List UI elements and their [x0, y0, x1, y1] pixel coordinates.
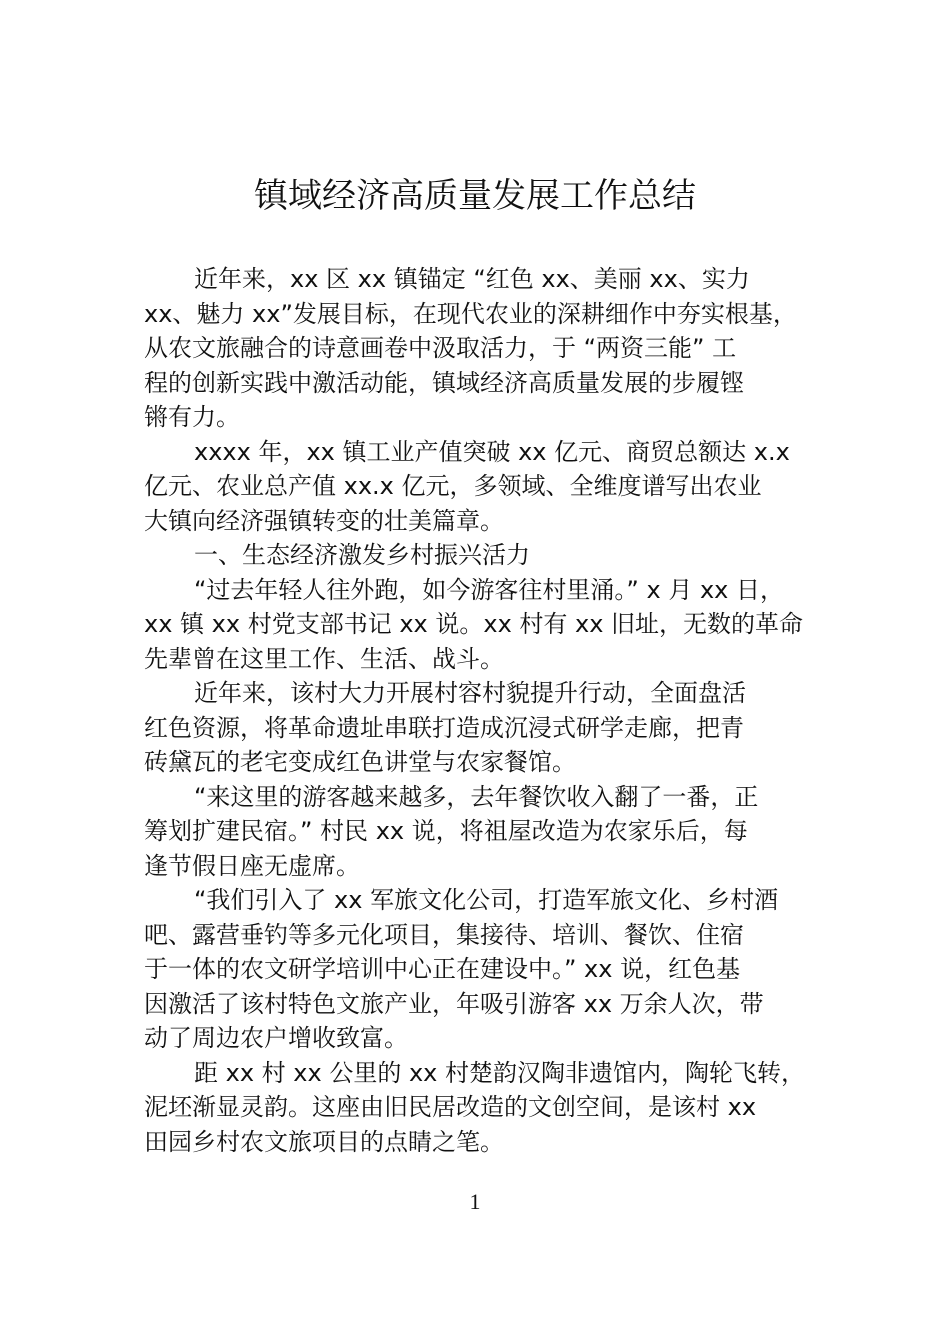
text-line: 于一体的农文研学培训中心正在建设中。” xx 说，红色基 — [144, 955, 741, 983]
paragraph — [144, 883, 814, 1056]
text-line: 一、生态经济激发乡村振兴活力 — [194, 541, 530, 569]
text-line: 距 xx 村 xx 公里的 xx 村楚韵汉陶非遗馆内，陶轮飞转， — [194, 1058, 805, 1087]
text-line: 从农文旅融合的诗意画卷中汲取活力，于 “两资三能” 工 — [144, 334, 737, 362]
text-line: 因激活了该村特色文旅产业，年吸引游客 xx 万余人次，带 — [144, 989, 764, 1018]
text-line: “来这里的游客越来越多，去年餐饮收入翻了一番，正 — [194, 782, 759, 811]
text-line: 亿元、农业总产值 xx.x 亿元，多领域、全维度谱写出农业 — [144, 472, 762, 500]
paragraph — [144, 435, 814, 539]
text-line: xxxx 年，xx 镇工业产值突破 xx 亿元、商贸总额达 x.x — [194, 437, 790, 466]
paragraph — [144, 262, 814, 435]
text-line: 近年来，该村大力开展村容村貌提升行动，全面盘活 — [194, 679, 746, 707]
text-line: 砖黛瓦的老宅变成红色讲堂与农家餐馆。 — [144, 748, 576, 776]
text-line: 大镇向经济强镇转变的壮美篇章。 — [144, 506, 504, 535]
text-line: 田园乡村农文旅项目的点睛之笔。 — [144, 1127, 504, 1156]
text-line: 动了周边农户增收致富。 — [144, 1024, 408, 1052]
page-number: 1 — [469, 1189, 481, 1214]
text-line: 红色资源，将革命遗址串联打造成沉浸式研学走廊，把青 — [144, 713, 744, 742]
paragraph — [144, 573, 814, 677]
text-line: “过去年轻人往外跑，如今游客往村里涌。” x 月 xx 日， — [194, 575, 784, 604]
text-line: 泥坯渐显灵韵。这座由旧民居改造的文创空间，是该村 xx — [144, 1093, 757, 1121]
text-line: “我们引入了 xx 军旅文化公司，打造军旅文化、乡村酒 — [194, 886, 779, 914]
text-line: 近年来，xx 区 xx 镇锚定 “红色 xx、美丽 xx、实力 — [194, 265, 750, 293]
document-body — [144, 262, 814, 1159]
text-line: 锵有力。 — [144, 403, 240, 431]
paragraph — [144, 538, 814, 573]
text-line: 程的创新实践中激活动能，镇域经济高质量发展的步履铿 — [144, 368, 744, 397]
text-line: 吧、露营垂钓等多元化项目，集接待、培训、餐饮、住宿 — [144, 920, 744, 949]
text-line: xx、魅力 xx”发展目标，在现代农业的深耕细作中夯实根基， — [144, 299, 797, 328]
paragraph — [144, 780, 814, 884]
text-line: 筹划扩建民宿。” 村民 xx 说，将祖屋改造为农家乐后，每 — [144, 817, 748, 845]
text-line: xx 镇 xx 村党支部书记 xx 说。xx 村有 xx 旧址，无数的革命 — [144, 610, 804, 638]
paragraph — [144, 1056, 814, 1160]
paragraph — [144, 676, 814, 780]
text-line: 逢节假日座无虚席。 — [144, 851, 360, 880]
text-line: 先辈曾在这里工作、生活、战斗。 — [144, 644, 504, 673]
document-title: 镇域经济高质量发展工作总结 — [254, 176, 696, 216]
